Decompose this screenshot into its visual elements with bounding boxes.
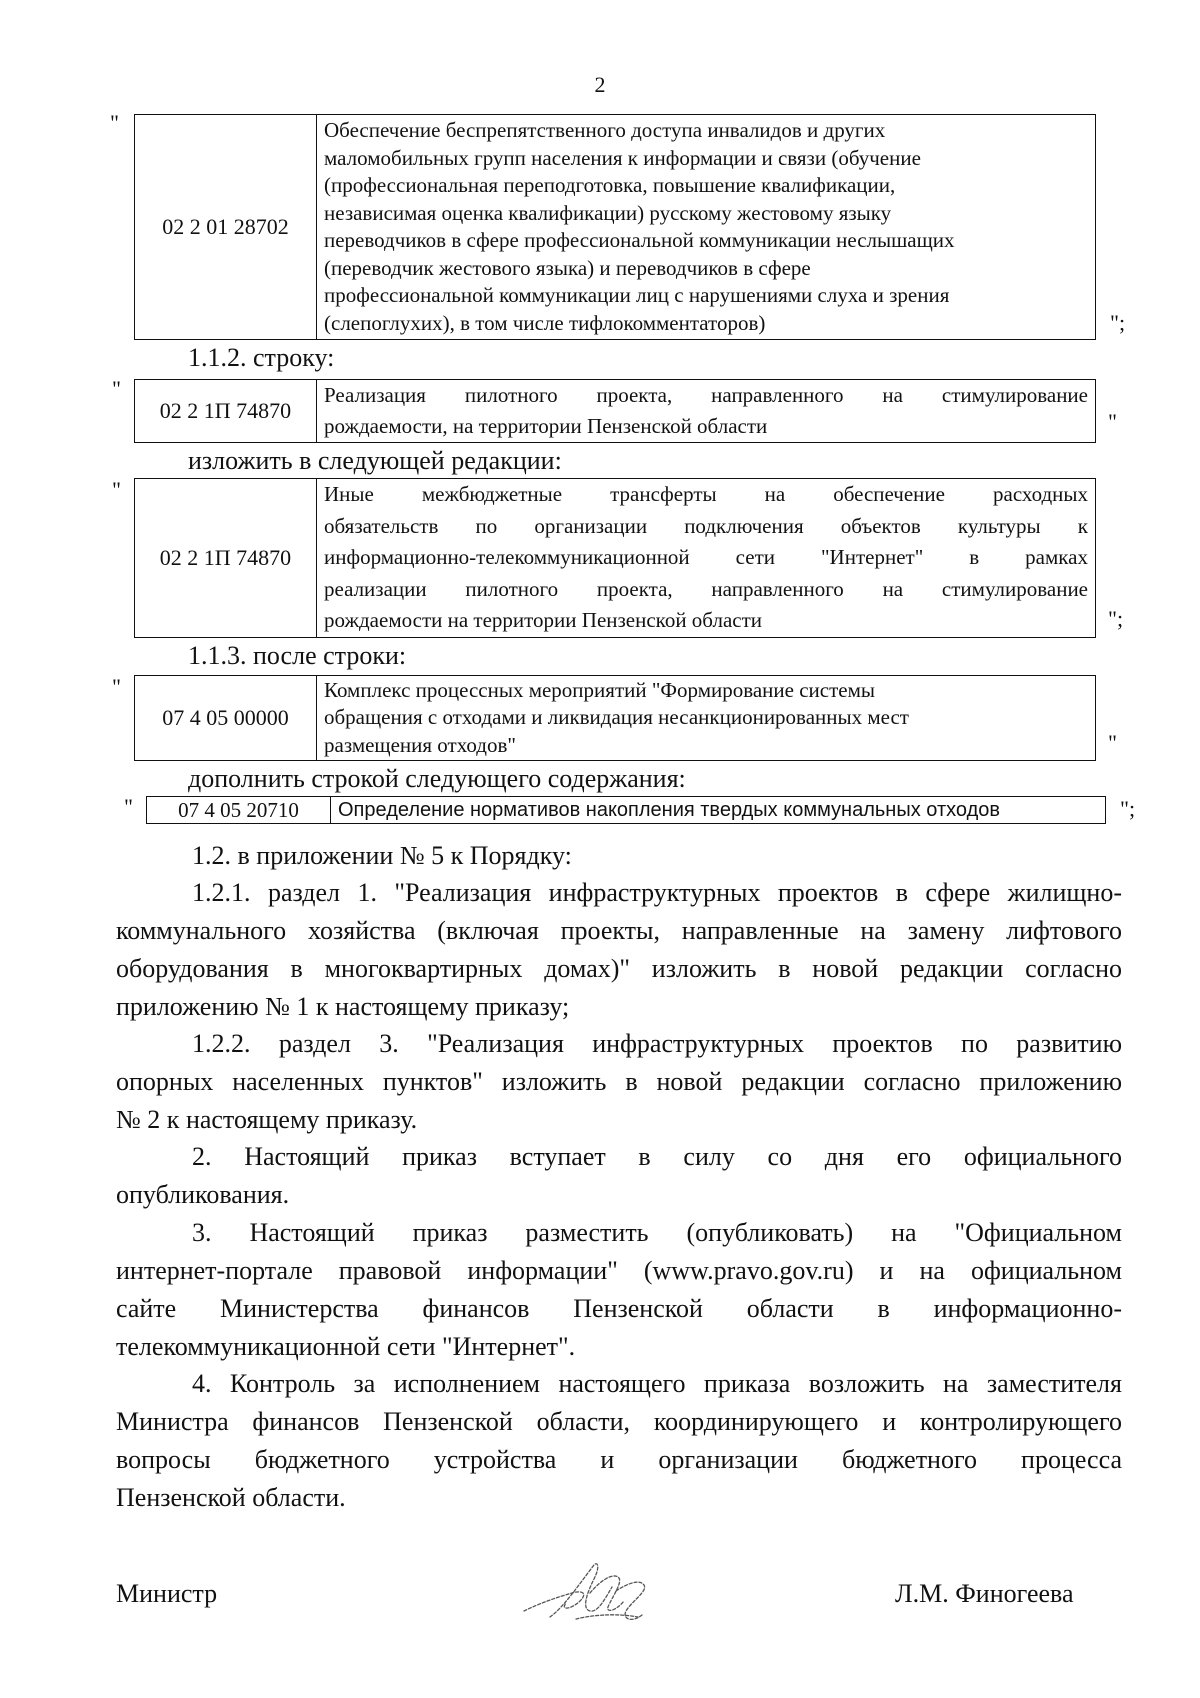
handwritten-signature bbox=[520, 1553, 670, 1633]
table2-description bbox=[317, 380, 1096, 443]
table3-code: 02 2 1П 74870 bbox=[135, 479, 317, 638]
table5-description: Определение нормативов накопления твердых коммунальных отходов bbox=[331, 797, 1106, 824]
table3-description bbox=[317, 479, 1096, 638]
table5-code: 07 4 05 20710 bbox=[147, 797, 331, 824]
table3-line: обязательств по организации подключения объектов культуры к bbox=[324, 513, 1088, 538]
table5-open-quote: " bbox=[124, 794, 133, 819]
label-new-edition: изложить в следующей редакции: bbox=[188, 446, 562, 475]
table3-close-quote: "; bbox=[1108, 606, 1124, 631]
paragraph-1-2: 1.2. в приложении № 5 к Порядку: bbox=[192, 841, 572, 870]
label-add-row: дополнить строкой следующего содержания: bbox=[188, 764, 686, 793]
table4-line: обращения с отходами и ликвидация несанкционированных мест bbox=[324, 705, 909, 730]
table4-code: 07 4 05 00000 bbox=[135, 676, 317, 761]
table2-code: 02 2 1П 74870 bbox=[135, 380, 317, 443]
table1 bbox=[134, 114, 1096, 340]
table1-line: переводчиков в сфере профессиональной коммуникации неслышащих bbox=[324, 228, 955, 252]
table3-line: реализации пилотного проекта, направленного на стимулирование bbox=[324, 576, 1088, 601]
table4 bbox=[134, 675, 1096, 761]
table5 bbox=[146, 796, 1106, 824]
table1-close-quote: "; bbox=[1110, 310, 1126, 335]
item-1-1-2: 1.1.2. строку: bbox=[188, 343, 335, 372]
table4-close-quote: " bbox=[1108, 730, 1117, 755]
table1-description bbox=[317, 115, 1096, 340]
table3-open-quote: " bbox=[112, 477, 121, 502]
paragraph-1-2-2: 1.2.2. раздел 3. "Реализация инфраструктурных проектов по развитию опорных населенных пунктов" изложить в новой редакции согласно приложению № 2 к настоящему приказу. bbox=[116, 1029, 1122, 1134]
table2-line: Реализация пилотного проекта, направленного на стимулирование bbox=[324, 383, 1088, 407]
paragraph-1-2-1: 1.2.1. раздел 1. "Реализация инфраструктурных проектов в сфере жилищно- коммунального хозяйства (включая проекты, направленные на замену лифтового оборудования в многоквартирных домах)" изложить в новой редакции согласно приложению № 1 к настоящему приказу; bbox=[116, 878, 1122, 1021]
table1-line: (профессиональная переподготовка, повышение квалификации, bbox=[324, 173, 896, 197]
item-1-1-3: 1.1.3. после строки: bbox=[188, 641, 407, 670]
table5-close-quote: "; bbox=[1120, 796, 1136, 821]
table1-line: (переводчик жестового языка) и переводчиков в сфере bbox=[324, 255, 811, 280]
table1-line: Обеспечение беспрепятственного доступа инвалидов и других bbox=[324, 118, 886, 142]
table1-line: (слепоглухих), в том числе тифлокомментаторов) bbox=[324, 310, 766, 335]
table2-line: рождаемости, на территории Пензенской области bbox=[324, 414, 768, 438]
table3 bbox=[134, 478, 1096, 638]
table4-description bbox=[317, 676, 1096, 761]
table2-open-quote: " bbox=[112, 376, 121, 401]
table4-line: размещения отходов" bbox=[324, 732, 516, 757]
page-number: 2 bbox=[594, 72, 606, 97]
table2-close-quote: " bbox=[1108, 409, 1117, 434]
table3-line: информационно-телекоммуникационной сети "Интернет" в рамках bbox=[324, 545, 1088, 569]
table1-line: независимая оценка квалификации) русскому жестовому языку bbox=[324, 200, 892, 225]
table4-open-quote: " bbox=[112, 674, 121, 699]
paragraph-2: 2. Настоящий приказ вступает в силу со дня его официального опубликования. bbox=[116, 1142, 1122, 1209]
signature-name: Л.М. Финогеева bbox=[895, 1579, 1074, 1608]
table1-line: профессиональной коммуникации лиц с нарушениями слуха и зрения bbox=[324, 283, 950, 307]
table4-line: Комплекс процессных мероприятий "Формирование системы bbox=[324, 677, 876, 702]
table1-line: маломобильных групп населения к информации и связи (обучение bbox=[324, 145, 921, 170]
paragraph-3: 3. Настоящий приказ разместить (опубликовать) на "Официальном интернет-портале правовой информации" (www.pravo.gov.ru) и на официальном сайте Министерства финансов Пензенской области в информационно- телекоммуникационной сети "Интернет". bbox=[116, 1218, 1122, 1361]
table2 bbox=[134, 379, 1096, 443]
table3-line: рождаемости на территории Пензенской области bbox=[324, 608, 763, 632]
table3-line: Иные межбюджетные трансферты на обеспечение расходных bbox=[324, 482, 1088, 506]
table1-open-quote: " bbox=[110, 110, 119, 135]
signature-position: Министр bbox=[116, 1579, 218, 1608]
paragraph-4: 4. Контроль за исполнением настоящего приказа возложить на заместителя Министра финансов Пензенской области, координирующего и контролирующего вопросы бюджетного устройства и организации бюджетного процесса Пензенской области. bbox=[116, 1369, 1122, 1512]
table1-code: 02 2 01 28702 bbox=[135, 115, 317, 340]
